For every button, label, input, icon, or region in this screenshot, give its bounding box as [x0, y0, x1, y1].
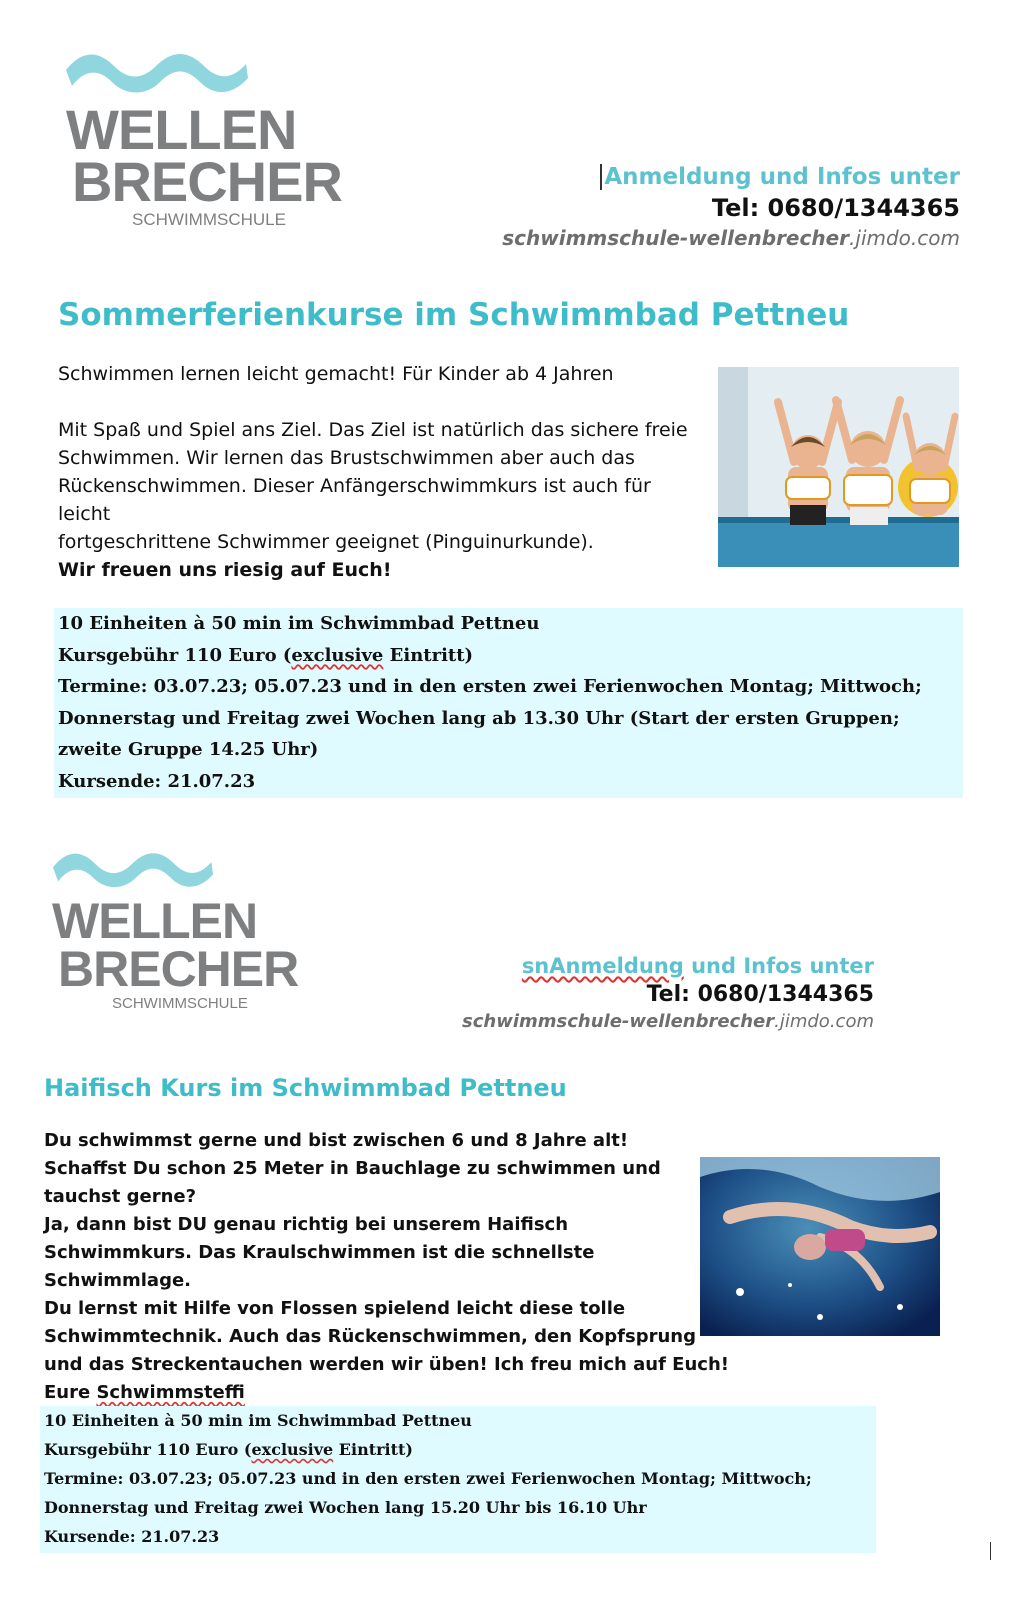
- kids-photo: [718, 367, 959, 567]
- contact-phone: Tel: 0680/1344365: [646, 982, 874, 1007]
- course-description-1: Mit Spaß und Spiel ans Ziel. Das Ziel ist natürlich das sichere freie Schwimmen. Wir lernen das Brustschwimmen aber auch das Rückenschwimmen. Dieser Anfängerschwimmkurs ist auch für leicht fortgeschrittene Schwimmer geeignet (Pinguinurkunde). Wir freuen uns riesig auf Euch!: [58, 416, 708, 584]
- course-info-box-1: [54, 608, 963, 798]
- info-end: Kursende: 21.07.23: [58, 770, 256, 792]
- info-units: 10 Einheiten à 50 min im Schwimmbad Pettneu: [44, 1411, 472, 1430]
- course-description-2: Du schwimmst gerne und bist zwischen 6 und 8 Jahre alt! Schaffst Du schon 25 Meter in Bauchlage zu schwimmen und tauchst gerne? Ja, dann bist DU genau richtig bei unserem Haifisch Schwimmkurs. Das Kraulschwimmen ist die schnellste Schwimmlage. Du lernst mit Hilfe von Flossen spielend leicht diese tolle Schwimmtechnik. Auch das Rückenschwimmen, den Kopfsprung und das Streckentauchen werden wir üben! Ich freu mich auf Euch! Eure Schwimmsteffi: [44, 1127, 734, 1407]
- wave-logo-icon: [48, 848, 218, 892]
- contact-title: snAnmeldung und Infos unter: [521, 954, 874, 978]
- info-units: 10 Einheiten à 50 min im Schwimmbad Pettneu: [58, 613, 540, 634]
- logo-line2: BRECHER: [72, 150, 342, 213]
- text-cursor: [990, 1542, 991, 1560]
- contact-block-2: [462, 954, 874, 1032]
- info-dates: Termine: 03.07.23; 05.07.23 und in den ersten zwei Ferienwochen Montag; Mittwoch;: [58, 676, 922, 697]
- wave-logo-icon: [62, 48, 252, 98]
- info-dates-cont: Donnerstag und Freitag zwei Wochen lang 15.20 Uhr bis 16.10 Uhr: [44, 1498, 647, 1517]
- logo-2: [48, 848, 299, 1018]
- page-title-haifisch: Haifisch Kurs im Schwimmbad Pettneu: [44, 1074, 567, 1102]
- signature-text: Eure Schwimmsteffi: [44, 1382, 245, 1403]
- logo-line2: BRECHER: [58, 941, 299, 997]
- info-dates: Termine: 03.07.23; 05.07.23 und in den ersten zwei Ferienwochen Montag; Mittwoch;: [44, 1469, 812, 1488]
- info-fee: Kursgebühr 110 Euro (exclusive Eintritt): [58, 644, 474, 666]
- info-fee: Kursgebühr 110 Euro (exclusive Eintritt): [44, 1440, 413, 1459]
- underwater-photo: [700, 1157, 940, 1336]
- info-dates-cont2: zweite Gruppe 14.25 Uhr): [58, 739, 319, 760]
- course-info-box-2: [40, 1406, 876, 1553]
- contact-title: Anmeldung und Infos unter: [600, 164, 960, 190]
- closing-text: Wir freuen uns riesig auf Euch!: [58, 559, 392, 581]
- logo-subtitle: SCHWIMMSCHULE: [112, 995, 248, 1012]
- logo-1: [62, 48, 342, 238]
- info-dates-cont: Donnerstag und Freitag zwei Wochen lang ab 13.30 Uhr (Start der ersten Gruppen;: [58, 707, 900, 729]
- intro-text: Schwimmen lernen leicht gemacht! Für Kinder ab 4 Jahren: [58, 363, 614, 385]
- logo-line1: WELLEN: [52, 893, 258, 949]
- contact-website: schwimmschule-wellenbrecher.jimdo.com: [462, 1011, 874, 1032]
- contact-website: schwimmschule-wellenbrecher.jimdo.com: [502, 226, 960, 250]
- page-title-sommer: Sommerferienkurse im Schwimmbad Pettneu: [58, 297, 850, 333]
- contact-phone: Tel: 0680/1344365: [711, 194, 960, 222]
- info-end: Kursende: 21.07.23: [44, 1527, 220, 1546]
- logo-subtitle: SCHWIMMSCHULE: [132, 210, 286, 229]
- contact-block-1: [502, 164, 960, 250]
- logo-line1: WELLEN: [66, 98, 297, 161]
